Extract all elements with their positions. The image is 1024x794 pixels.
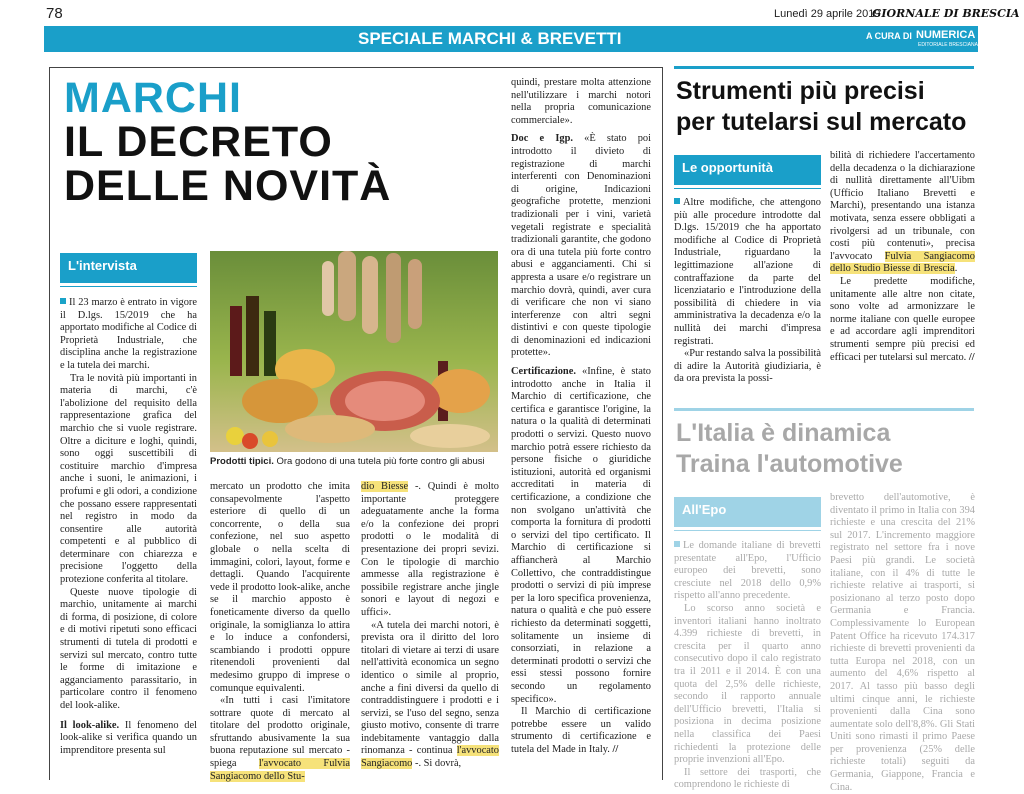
curator-name: NUMERICA — [916, 29, 976, 41]
side2-para-3: Il settore dei trasporti, che comprendono le richieste di — [674, 766, 821, 791]
side2-top-rule — [674, 408, 974, 411]
interview-label: L'intervista — [60, 253, 197, 283]
headline-line-1: MARCHI — [64, 74, 242, 122]
side1-highlight: Fulvia Sangiacomo dello Studio Biesse di Brescia — [830, 250, 975, 275]
side1-para-4: Le predette modifiche, unitamente alle altre non citate, sono volte ad armonizzare le norme italiane con quelle europee e ad accordare agli imprenditori strumenti sempre più precisi ed efficaci per tutelarsi sul mercato. — [830, 275, 975, 363]
side1-headline — [676, 76, 966, 138]
caption-bold: Prodotti tipici. — [210, 456, 274, 467]
col4-sub-head-2: Certificazione. — [511, 366, 576, 378]
side1-col-b: bilità di richiedere l'accertamento della decadenza o la dichiarazione di nullità direttamente all'Uibm (Ufficio Italiano Brevetti e Marchi), presentando una istanza motivata, senza essere obbligati a rivolgersi ad un tribunale, con costi più contenuti», precisa l'avvocato Fulvia Sangiacomo dello Studio Biesse di Brescia. Le predette modifiche, unitamente alle altre non citate, sono volte ad armonizzare le norme italiane con quelle europee e ad accordare agli imprenditori strumenti sempre più precisi ed efficaci per tutelarsi sul mercato. // — [830, 150, 975, 363]
col3-para-1: -. Quindi è molto importante proteggere adeguatamente anche la forma e/o la confezione dei propri prodotti o le modalità di presentazione dei propri sevizi. Con le tipologie di marchio ammesse alla registrazione è possibile registrare anche jingle sonori e layout di negozi e uffici». — [361, 481, 499, 618]
side2-col-a — [674, 540, 821, 791]
label-underline — [60, 286, 197, 287]
side1-label-underline — [674, 188, 821, 189]
curator-sub: EDITORIALE BRESCIANA — [918, 42, 978, 48]
caption-text: Ora godono di una tutela più forte contro gli abusi — [276, 456, 485, 467]
lead-square-icon — [60, 298, 66, 304]
main-headline — [64, 76, 391, 208]
section-title: SPECIALE MARCHI & BREVETTI — [358, 29, 622, 48]
col1-para-2: Tra le novità più importanti in materia di marchi, c'è l'abolizione del requisito della rappresentazione grafica del marchio che si vuole registrare. Oltre a diciture e loghi, quindi, sono oggi suscettibili di costituire marchio d'impresa anche i suoni, le animazioni, i profumi e gli odori, a condizione che possano essere rappresentati nel registro in modo da consentire alle autorità competenti e al pubblico di determinare con chiarezza e precisione l'oggetto della protezione conferita al titolare. — [60, 372, 197, 586]
main-col-2 — [210, 481, 350, 780]
col3-para-2: «A tutela dei marchi notori, è prevista ora il diritto del loro titolari di vietare ai terzi di usare nell'attività economica un segno identico o simile al proprio, anche a fini diversi da quello di contraddistinguere i prodotti e i servizi, se l'uso del segno, senza giusto motivo, consente di trarre indebitamente vantaggio dalla rinomanza - continua — [361, 619, 499, 757]
side2-label-underline — [674, 530, 821, 531]
main-col-1 — [60, 297, 197, 780]
side2-headline-line-2: Traina l'automotive — [676, 450, 903, 478]
col1-para-4: Il fenomeno del look-alike si verifica quando un imprenditore presenta sul — [60, 719, 197, 756]
side2-headline — [676, 418, 903, 480]
side2-headline-line-1: L'Italia è dinamica — [676, 419, 891, 447]
newspaper-name: GIORNALE DI BRESCIA — [872, 7, 1020, 20]
col1-sub-head: Il look-alike. — [60, 719, 120, 731]
main-end-mark: // — [612, 743, 619, 755]
side2-para-4: brevetto dell'automotive, è diventato il primo in Italia con 394 richieste e una crescita del 21% sul 2017. L'incremento maggiore registrato nel settore fra i nove Paesi più grandi. Le società italiane, con il 4% di tutte le richieste relative ai trasporti, si posizionano al terzo posto dopo Germania e Francia. Complessivamente lo European Patent Office ha ricevuto 174.317 richieste di brevetti provenienti da tutta Europa nel 2018, con un aumento del 4,6% rispetto al 2017. Al tasso più basso degli ultimi cinque anni, le richieste provenienti dalla Cina sono aumentate solo dell'8,8%. Gli Stati Uniti sono rimasti il primo Paese per provenienza (25% delle richieste totali) seguiti da Germania, Giappone, Francia e Cina. — [830, 492, 975, 793]
main-col-4 — [511, 77, 651, 777]
col3-para-2-end: -. Si dovrà, — [414, 758, 462, 770]
side2-para-1: Le domande italiane di brevetti presentate all'Epo, l'Ufficio europeo dei brevetti, sono cresciute nel 2018 dello 0,9% rispetto all'anno precedente. — [674, 540, 821, 602]
side1-col-a — [674, 197, 821, 397]
main-col-3 — [361, 481, 499, 780]
side2-col-b — [830, 492, 975, 793]
epo-label: All'Epo — [674, 497, 821, 527]
col1-para-1: Il 23 marzo è entrato in vigore il D.lgs. 15/2019 che ha apportato modifiche al Codice di Proprietà Industriale, che disciplina anche la registrazione e la tutela dei marchi. — [60, 297, 197, 371]
side1-headline-line-1: Strumenti più precisi — [676, 77, 925, 105]
col4-para-1: quindi, prestare molta attenzione nell'utilizzare i marchi notori nella propria comunicazione commerciale». — [511, 77, 651, 126]
issue-date: Lunedì 29 aprile 2019 — [774, 8, 881, 20]
side1-headline-line-2: per tutelarsi sul mercato — [676, 108, 967, 136]
col4-para-4: Il Marchio di certificazione potrebbe essere un valido strumento di certificazione e tutela del Made in Italy. — [511, 706, 651, 755]
col1-para-3: Queste nuove tipologie di marchio, unitamente ai marchi di forma, di posizione, di colore e di motivi ripetuti sono efficaci strumenti di tutela di prodotti e servizi sul mercato, contro tutte le forme di imitazione e agganciamento parassitario, in particolare contro il fenomeno del look-alike. — [60, 586, 197, 711]
curated-by-label: A CURA DI — [866, 31, 912, 41]
side2-square-icon — [674, 541, 680, 547]
col2-para-2: «In tutti i casi l'imitatore sottrare quote di mercato al titolare del prodotto originale, sfruttando abusivamente la sua buona reputazione sul mercato - spiega — [210, 695, 350, 770]
headline-line-3: DELLE NOVITÀ — [64, 162, 392, 210]
col3-highlight-1: dio Biesse — [361, 481, 409, 492]
side1-para-1: Altre modifiche, che attengono più alle procedure introdotte dal D.lgs. 15/2019 che ha apportato modifiche al Codice di Proprietà Industriale, riguardano la legittimazione all'azione di contraffazione da parte del licenziatario e l'introduzione della possibilità di chiedere in via amministrativa la decadenza e/o la nullità dei marchi d'impresa registrati. — [674, 197, 821, 347]
side1-para-3: bilità di richiedere l'accertamento della decadenza o la dichiarazione di nullità direttamente all'Uibm (Ufficio Italiano Brevetti e Marchi), presentando una istanza motivata, senza essere obbligati a rivolgersi ad un tribunale, con costi più contenuti», precisa l'avvocato — [830, 150, 975, 262]
col2-para-1: mercato un prodotto che imita consapevolmente l'aspetto esteriore di quello di un concorrente, o della sua confezione, nel suo aspetto globale o nella scelta di immagini, colori, layout, forme e dettagli. Quando l'acquirente vede il prodotto look-alike, anche se il marchio apposto è foneticamente diverso da quello originale, la somiglianza lo attira e lo induce a confondersi, scambiando i prodotti oppure ritenendoli provenienti dal medesimo gruppo di imprese o comunque equivalenti. — [210, 481, 350, 694]
headline-line-2: IL DECRETO — [64, 118, 333, 166]
col3-highlight-2: l'avvocato Sangiacomo — [361, 745, 499, 770]
products-photo — [210, 251, 498, 452]
col2-highlight: l'avvocato Fulvia Sangiacomo dello Stu- — [210, 758, 350, 782]
side1-para-2: «Pur restando salva la possibilità di adire la Autorità giudiziaria, è da ora prevista la possi- — [674, 348, 821, 385]
opportunities-label: Le opportunità — [674, 155, 821, 185]
products-illustration — [210, 251, 498, 452]
side1-end-mark: // — [968, 351, 975, 363]
page-number: 78 — [46, 5, 63, 22]
section-banner — [44, 26, 978, 52]
side2-para-2: Lo scorso anno società e inventori italiani hanno inoltrato 4.399 richieste di brevetti, in crescita per il quarto anno consecutivo dopo il calo registrato tra il 2011 e il 2014. È con una quota del 2,5% delle richieste, secondo il rapporto annuale dell'Ufficio brevetti, l'Italia si posiziona in decima posizione nella classifica dei Paesi richiedenti la protezione delle proprie invenzioni all'Epo. — [674, 602, 821, 766]
col4-para-2: «È stato poi introdotto il divieto di registrazione di marchi interferenti con Denominazioni di origine, Indicazioni geografiche protette, menzioni tradizionali per i vini, varietà vegetali registrate e specialità tradizionali garantite, che godono ora di una tutela più forte contro abusi e agganciamenti. Chi si appresta a usare e/o registrare un marchio dovrà, quindi, aver cura di verificare che non vi siano interferenze con altri segni distintivi e con queste tipologie di denominazioni ed indicazioni protette». — [511, 133, 652, 359]
col4-sub-head-1: Doc e Igp. — [511, 133, 573, 145]
side1-square-icon — [674, 198, 680, 204]
col4-para-3: «Infine, è stato introdotto anche in Italia il Marchio di certificazione, che certifica e garantisce l'origine, la natura o la qualità di determinati prodotti o servizi. Questo nuovo marchio potrà essere richiesto da persone fisiche o giuridiche istituzioni, autorità ed organismi accreditati in materia di certificazione, a condizione che non svolgano un'attività che comporta la fornitura di prodotti o servizi del tipo certificato. Il Marchio di certificazione si affiancherà al Marchio Collettivo, che contraddistingue prodotti o servizi di più imprese per la loro specifica provenienza, natura o qualità e che può essere richiesto da determinati soggetti, solitamente un insieme di consorziati, in relazione a determinati prodotti o servizi che essi stessi possono fornire secondo un regolamento specifico». — [511, 366, 651, 705]
photo-caption — [210, 456, 505, 467]
side1-top-rule — [674, 66, 974, 69]
